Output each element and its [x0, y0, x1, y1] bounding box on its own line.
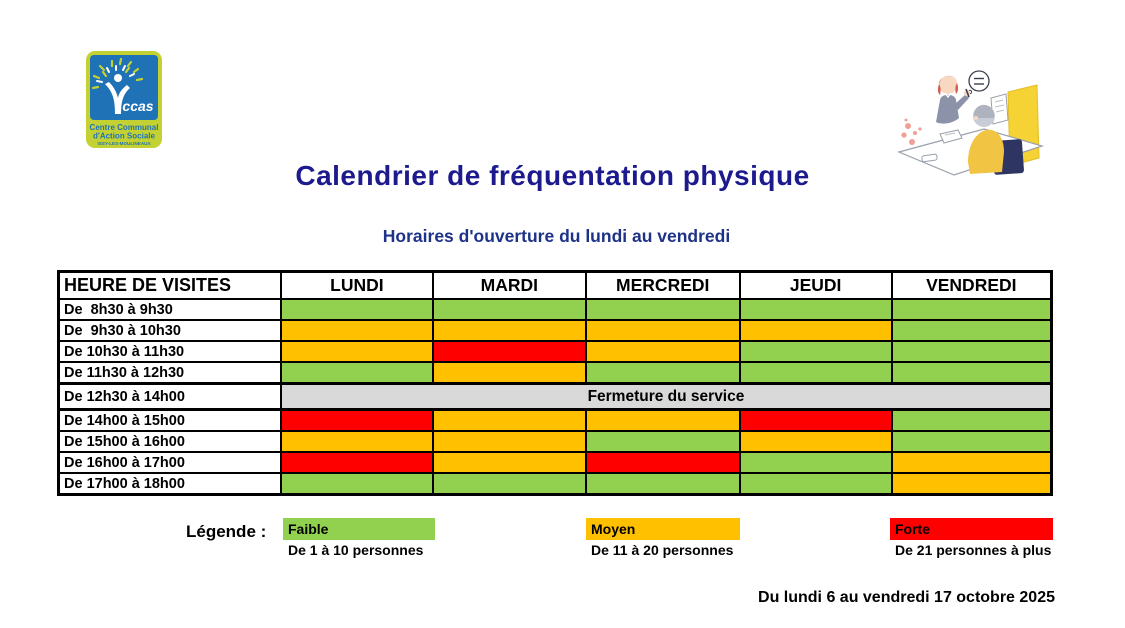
table-row: [59, 320, 1052, 341]
legend-swatch: [586, 518, 740, 540]
table-row: [59, 452, 1052, 473]
receptionist: [936, 76, 970, 124]
table-row: [59, 431, 1052, 452]
frequency-cell-low: [892, 299, 1052, 320]
decorative-dots: [901, 119, 921, 146]
table-row: [59, 473, 1052, 495]
frequency-cell-low: [892, 341, 1052, 362]
frequency-table-body: [59, 299, 1052, 495]
legend-item-faible: [283, 518, 435, 558]
time-cell: De 15h00 à 16h00: [59, 431, 281, 452]
frequency-cell-medium: [586, 410, 740, 432]
table-row: [59, 410, 1052, 432]
time-cell: De 8h30 à 9h30: [59, 299, 281, 320]
legend-item-range: De 1 à 10 personnes: [288, 542, 424, 558]
frequency-cell-medium: [433, 410, 586, 432]
frequency-cell-low: [586, 473, 740, 495]
frequency-cell-medium: [892, 452, 1052, 473]
frequency-cell-medium: [281, 320, 433, 341]
col-header-mercredi: MERCREDI: [586, 272, 740, 300]
frequency-cell-low: [281, 299, 433, 320]
legend-item-range: De 11 à 20 personnes: [591, 542, 734, 558]
table-header-row: [59, 272, 1052, 300]
frequency-cell-medium: [586, 320, 740, 341]
logo-org-line2: d'Action Sociale: [93, 131, 155, 141]
page-subtitle: Horaires d'ouverture du lundi au vendredi: [382, 226, 731, 246]
frequency-cell-medium: [433, 320, 586, 341]
logo-org-line1: Centre Communal: [89, 123, 159, 132]
frequency-table-wrap: [57, 270, 1053, 496]
frequency-cell-low: [433, 473, 586, 495]
ccas-logo: [85, 50, 163, 149]
time-cell: De 11h30 à 12h30: [59, 362, 281, 384]
frequency-cell-low: [892, 410, 1052, 432]
frequency-cell-low: [892, 431, 1052, 452]
legend-item-moyen: [586, 518, 740, 558]
time-cell: De 16h00 à 17h00: [59, 452, 281, 473]
col-header-vendredi: VENDREDI: [892, 272, 1052, 300]
frequency-cell-medium: [281, 431, 433, 452]
col-header-heures: HEURE DE VISITES: [59, 272, 281, 300]
frequency-cell-low: [892, 320, 1052, 341]
legend-swatch: [283, 518, 435, 540]
legend-label: Légende :: [186, 522, 267, 541]
frequency-cell-medium: [892, 473, 1052, 495]
time-cell: De 17h00 à 18h00: [59, 473, 281, 495]
frequency-cell-medium: [740, 431, 892, 452]
legend-swatch: [890, 518, 1053, 540]
frequency-table: [57, 270, 1053, 496]
legend-item-name: Faible: [288, 521, 329, 537]
time-cell: De 12h30 à 14h00: [59, 384, 281, 410]
frequency-cell-medium: [433, 362, 586, 384]
frequency-cell-low: [740, 299, 892, 320]
frequency-cell-high: [740, 410, 892, 432]
logo-acronym: ccas: [122, 98, 154, 114]
time-cell: De 10h30 à 11h30: [59, 341, 281, 362]
frequency-cell-low: [740, 362, 892, 384]
time-cell: De 14h00 à 15h00: [59, 410, 281, 432]
table-row: [59, 341, 1052, 362]
frequency-cell-low: [281, 362, 433, 384]
frequency-cell-low: [740, 473, 892, 495]
legend-item-range: De 21 personnes à plus: [895, 542, 1052, 558]
frequency-cell-high: [586, 452, 740, 473]
frequency-cell-medium: [433, 431, 586, 452]
legend-item-forte: [890, 518, 1053, 558]
frequency-cell-medium: [586, 341, 740, 362]
frequency-cell-low: [740, 341, 892, 362]
frequency-cell-low: [740, 452, 892, 473]
frequency-cell-low: [433, 299, 586, 320]
frequency-cell-low: [892, 362, 1052, 384]
table-row: [59, 384, 1052, 410]
frequency-cell-medium: [740, 320, 892, 341]
frequency-cell-high: [433, 341, 586, 362]
frequency-cell-low: [586, 431, 740, 452]
logo-city: ISSY-LES-MOULINEAUX: [97, 141, 151, 146]
service-closed-cell: Fermeture du service: [281, 384, 1052, 410]
col-header-mardi: MARDI: [433, 272, 586, 300]
col-header-jeudi: JEUDI: [740, 272, 892, 300]
legend-item-name: Moyen: [591, 521, 636, 537]
legend: [0, 518, 1125, 566]
table-row: [59, 362, 1052, 384]
time-cell: De 9h30 à 10h30: [59, 320, 281, 341]
frequency-cell-high: [281, 410, 433, 432]
frequency-cell-medium: [433, 452, 586, 473]
legend-item-name: Forte: [895, 521, 930, 537]
frequency-cell-high: [281, 452, 433, 473]
frequency-cell-low: [586, 362, 740, 384]
frequency-cell-low: [281, 473, 433, 495]
date-range: Du lundi 6 au vendredi 17 octobre 2025: [758, 589, 1055, 606]
table-row: [59, 299, 1052, 320]
col-header-lundi: LUNDI: [281, 272, 433, 300]
frequency-cell-medium: [281, 341, 433, 362]
frequency-cell-low: [586, 299, 740, 320]
page-title: Calendrier de fréquentation physique: [295, 160, 810, 191]
